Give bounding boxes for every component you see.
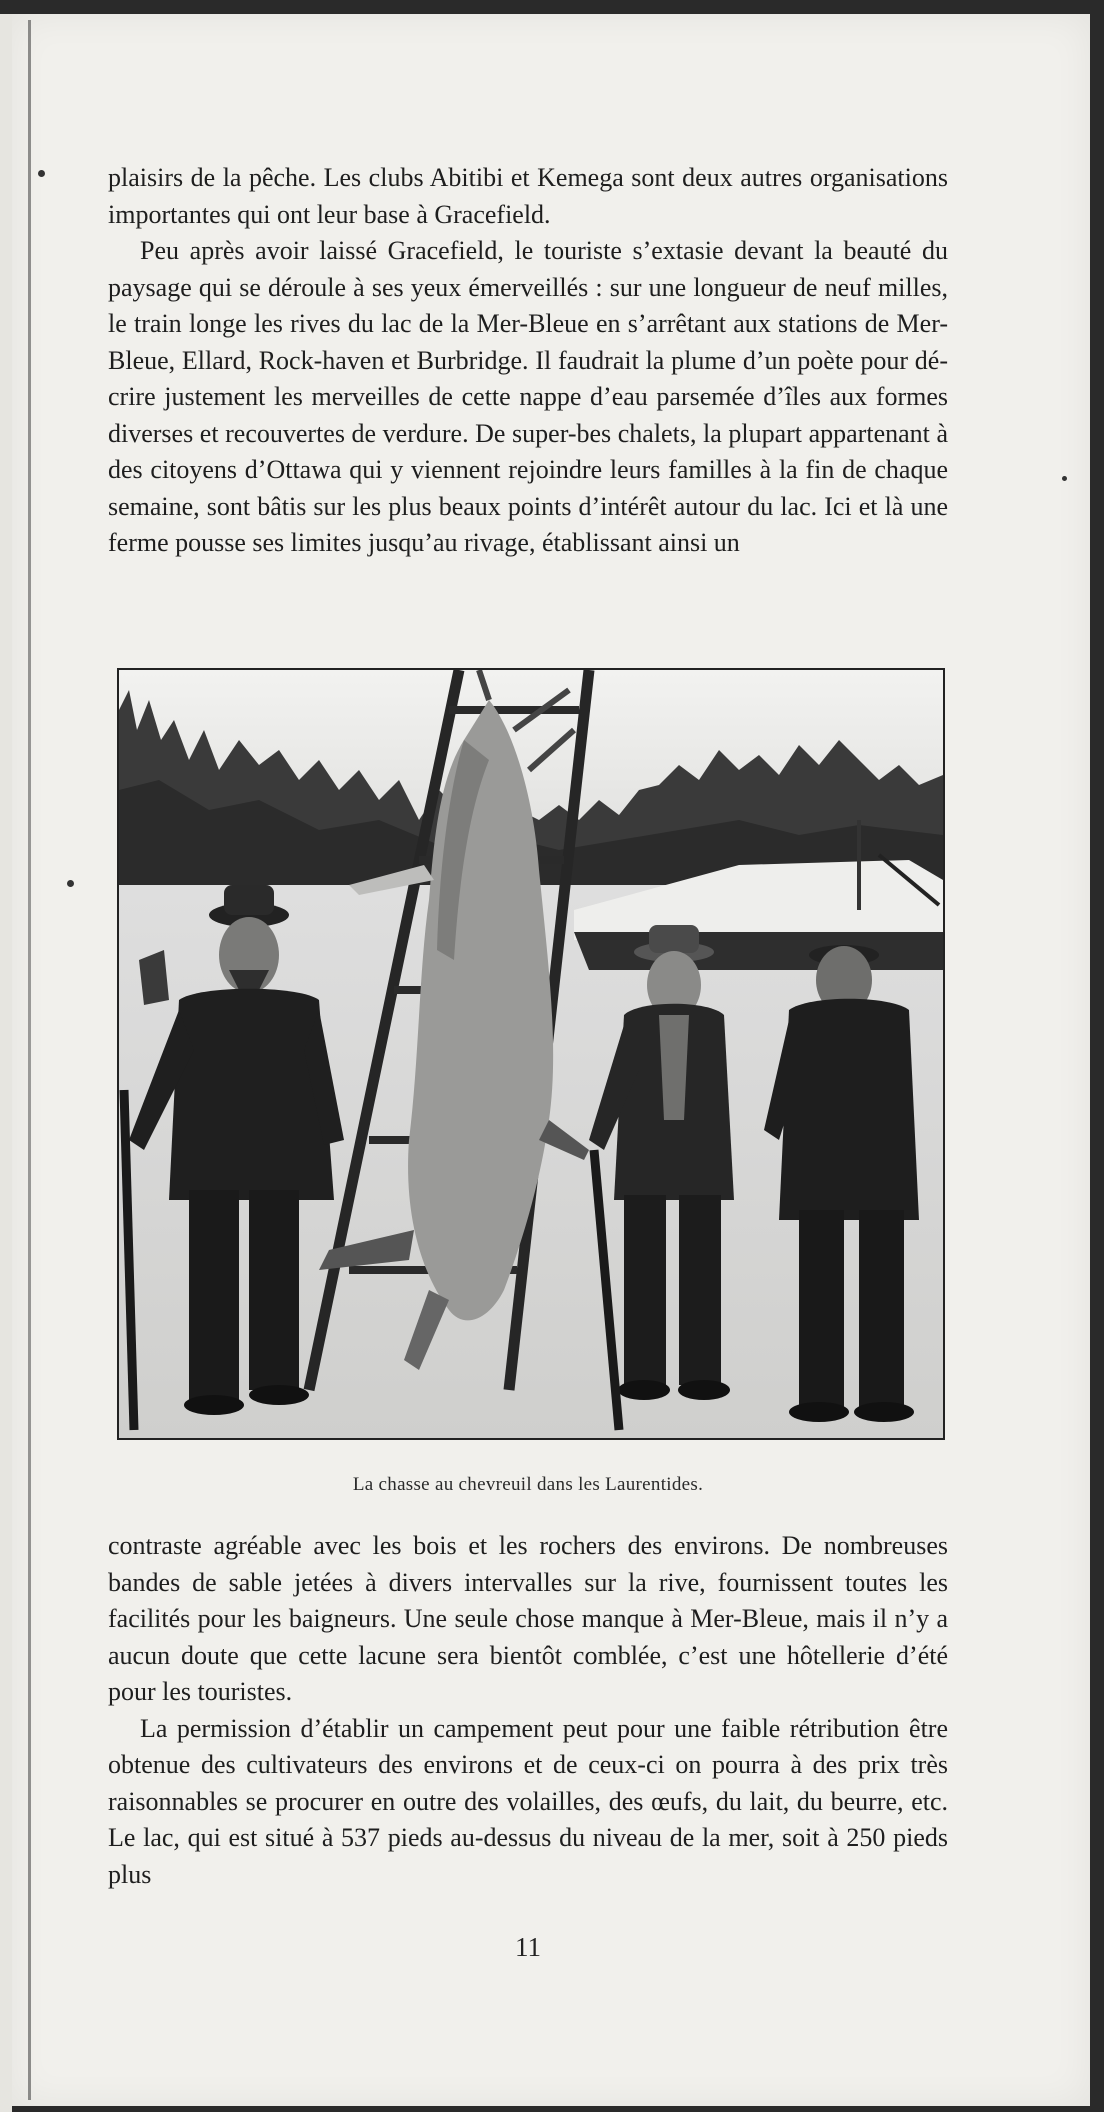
body-text-bottom <box>108 1528 948 1893</box>
paragraph: contraste agréable avec les bois et les rochers des environs. De nombreuses bandes de sable jetées à divers intervalles sur la rive, fournissent toutes les facilités pour les baigneurs. Une seule chose manque à Mer-Bleue, mais il n’y a aucun doute que cette lacune sera bientôt comblée, c’est une hôtellerie d’été pour les touristes. <box>108 1531 948 1706</box>
photo-caption: La chasse au chevreuil dans les Laurentides. <box>352 1474 704 1495</box>
paragraph: Peu après avoir laissé Gracefield, le touriste s’extasie devant la beauté du paysage qui se déroule à ses yeux émerveillés : sur une longueur de neuf milles, le train longe les rives du lac de la Mer-Bleue en s’arrêtant aux stations de Mer-Bleue, Ellard, Rock-haven et Burbridge. Il faudrait la plume d’un poète pour dé-crire justement les merveilles de cette nappe d’eau parsemée d’îles aux formes diverses et recouvertes de verdure. De super-bes chalets, la plupart appartenant à des citoyens d’Ottawa qui y viennent rejoindre leurs familles à la fin de chaque semaine, sont bâtis sur les plus beaux points d’intérêt autour du lac. Ici et là une ferme pousse ses limites jusqu’au rivage, établissant ainsi un <box>108 236 948 557</box>
page-fold-line <box>28 20 31 2100</box>
paragraph: La permission d’établir un campement peut pour une faible rétribution être obtenue des cultivateurs des environs et de ceux-ci on pourra à des prix très raisonnables se procurer en outre des volailles, des œufs, du lait, du beurre, etc. Le lac, qui est situé à 537 pieds au-dessus du niveau de la mer, soit à 250 pieds plus <box>108 1713 948 1889</box>
hunting-photograph <box>117 668 945 1440</box>
page-number: 11 <box>515 1932 541 1962</box>
print-speck <box>1062 476 1067 481</box>
paragraph: plaisirs de la pêche. Les clubs Abitibi et Kemega sont deux autres organisations importantes qui ont leur base à Gracefield. <box>108 163 948 229</box>
print-speck <box>67 880 74 887</box>
left-page-edge <box>0 14 12 2112</box>
print-speck <box>38 170 45 177</box>
body-text-top <box>108 160 948 562</box>
